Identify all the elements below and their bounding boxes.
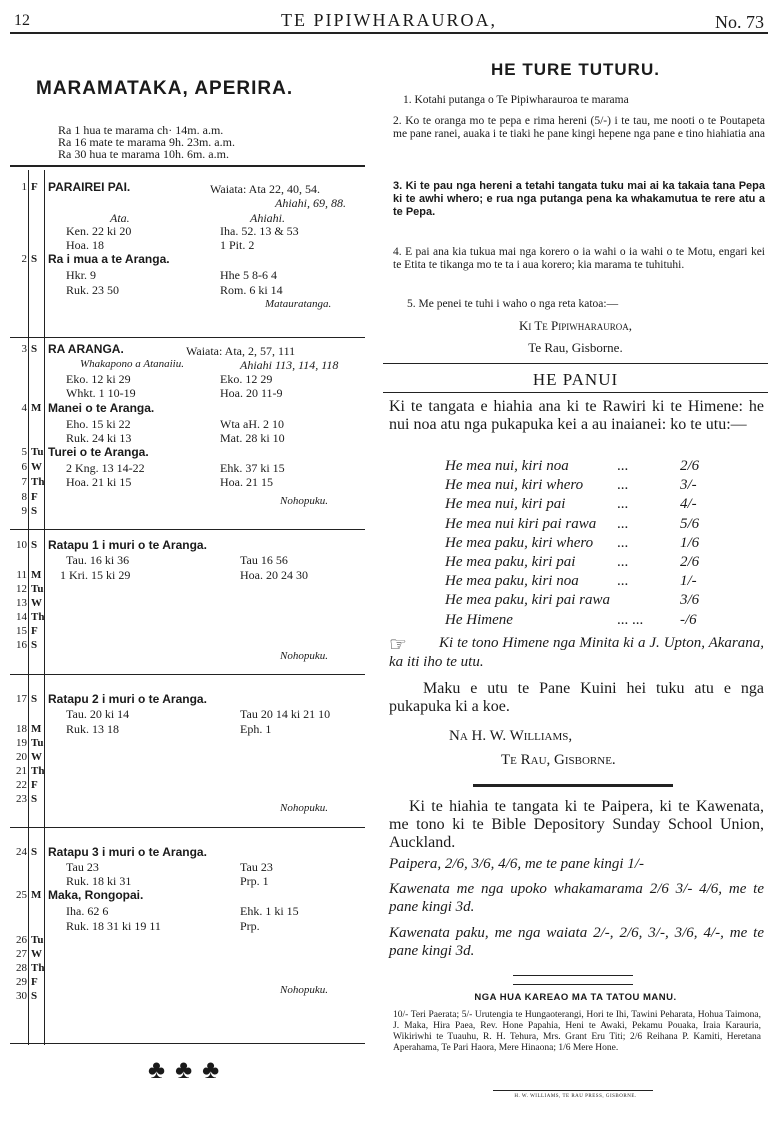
day-number: 23 [16,793,27,805]
weekday: S [31,693,38,705]
reading: Iha. 62 6 [66,904,109,918]
weekday: M [31,723,42,735]
address-line: Te Rau, Gisborne. [528,340,623,355]
day-number: 27 [16,948,27,960]
clover-ornament: ♣♣♣ [148,1055,230,1084]
price-item-price: 2/6 [680,458,700,474]
day-number: 22 [16,779,27,791]
reading: Hoa. 20 24 30 [240,568,308,582]
panui-title: HE PANUI [532,370,619,389]
reading: Tau 16 56 [240,553,288,567]
weekday: Th [31,476,45,488]
price-item-name: He mea paku, kiri pai [445,554,576,570]
price-item [445,592,745,609]
entry-title: Ratapu 2 i muri o te Aranga. [48,692,207,706]
price-item-name: He mea paku, kiri noa [445,573,579,590]
entry-title: Ratapu 3 i muri o te Aranga. [48,845,207,859]
price-item [445,477,745,494]
price-item-name: He mea paku, kiri whero [445,534,594,551]
subtitle: Whakapono a Atanaiiu. [80,358,184,370]
imprint: H. W. WILLIAMS, TE RAU PRESS, GISBORNE. [514,1094,637,1099]
calendar-column [10,40,365,1100]
entry-title: PARAIREI PAI. [48,180,131,194]
day-number: 12 [16,583,27,595]
moon-phase: Ra 1 hua te marama ch· 14m. a.m. [58,123,224,137]
reading: Tau 23 [66,860,99,874]
calendar-title: MARAMATAKA, APERIRA. [36,78,294,99]
price-item-dots: ... [617,458,629,474]
reading: Ruk. 23 50 [66,283,120,297]
price-item-name: He mea paku, kiri pai rawa [445,592,610,609]
rule-1: 1. Kotahi putanga o Te Pipiwharauroa te marama [403,94,629,106]
day-number: 6 [21,461,27,473]
reading: Hoa. 18 [66,238,104,252]
price-item-price: 3/6 [680,592,700,609]
bible-price: Kawenata paku, me nga waiata 2/-, 2/6, 3/-, 3/6, 4/-, me te pane kingi 3d. [389,925,764,959]
weekday: Th [31,962,45,974]
weekday: Th [31,765,45,777]
reading: 1 Pit. 2 [220,238,255,252]
day-number: 7 [21,476,27,488]
price-item [445,573,745,590]
reading: Hhe 5 8-6 4 [220,268,277,282]
day-number: 26 [16,934,27,946]
price-item [445,458,745,475]
day-number: 4 [21,402,27,414]
day-number: 13 [16,597,27,609]
waiata: Waiata: Ata 22, 40, 54. [210,182,321,196]
bible-price: Paipera, 2/6, 3/6, 4/6, me te pane kingi 1/- [389,856,644,872]
reading: Tau. 20 ki 14 [66,707,130,721]
reading: Tau 23 [240,860,273,874]
weekday: F [31,779,38,791]
reading: Ruk. 18 31 ki 19 11 [66,919,161,933]
price-item-price: 3/- [680,477,697,494]
pointing-hand-icon: ☞ [389,634,407,656]
ornament-rule [513,975,633,985]
page-number: 12 [14,12,30,29]
reading: Eko. 12 29 [220,372,273,386]
weekday: Tu [31,934,44,946]
block-divider [10,529,365,530]
reading: Tau. 16 ki 36 [66,553,130,567]
day-number: 18 [16,723,27,735]
section-rule [383,363,768,364]
weekday: W [31,597,42,609]
day-number: 2 [21,253,27,265]
ata-label: Ata. [110,211,130,225]
day-number: 20 [16,751,27,763]
reading: Prp. [240,919,260,933]
price-item [445,554,745,571]
reading: Eph. 1 [240,722,272,736]
price-item-dots: ... [617,515,629,532]
weekday: M [31,889,42,901]
reading: Tau 20 14 ki 21 10 [240,707,331,721]
entry-title: Manei o te Aranga. [48,401,155,415]
day-number: 30 [16,990,27,1002]
price-item-dots: ... [617,573,629,590]
note: Nohopuku. [280,495,328,507]
reading: Ruk. 18 ki 31 [66,874,132,888]
reading: Ruk. 24 ki 13 [66,431,132,445]
weekday: S [31,793,38,805]
moon-phase: Ra 30 hua te marama 10h. 6m. a.m. [58,147,229,161]
weekday: W [31,461,42,473]
reading: Hoa. 21 15 [220,475,273,489]
price-item [445,516,745,533]
reading: Iha. 52. 13 & 53 [220,224,299,238]
price-item-price: 5/6 [680,515,700,532]
reading: Rom. 6 ki 14 [220,283,283,297]
bible-price: Kawenata me nga upoko whakamarama 2/6 3/- 4/6, me te pane kingi 3d. [389,881,764,915]
reading: Ruk. 13 18 [66,722,120,736]
weekday: S [31,253,38,265]
bible-intro: Ki te hiahia te tangata ki te Paipera, ki te Kawenata, me tono ki te Bible Depository Sunday School Union, Auckland. [389,798,764,851]
price-item [445,535,745,552]
note: Nohopuku. [280,984,328,996]
day-number: 16 [16,639,27,651]
notices-column [383,40,768,1100]
day-number: 21 [16,765,27,777]
weekday: F [31,491,38,503]
rules-title: HE TURE TUTURU. [491,60,660,79]
weekday: S [31,846,38,858]
price-item-name: He mea nui, kiri pai [445,496,566,513]
reading: Ehk. 1 ki 15 [240,904,299,918]
weekday: W [31,948,42,960]
price-item-price: -/6 [680,611,697,628]
day-number: 1 [21,181,27,193]
rule-4: 4. E pai ana kia tukua mai nga korero o ia wahi o ia wahi o te Motu, engari kei te Etita te tikanga mo te ta i aua korero; kia marama te tuhituhi. [393,246,765,271]
day-number: 15 [16,625,27,637]
price-item-name: He mea nui, kiri noa [445,458,569,474]
day-number: 19 [16,737,27,749]
reading: Mat. 28 ki 10 [220,431,285,445]
day-number: 5 [21,446,27,458]
weekday: F [31,181,38,193]
day-number: 25 [16,889,27,901]
reading: Whkt. 1 10-19 [66,386,136,400]
price-item-dots: ... [617,554,629,570]
section-rule [383,392,768,393]
day-number: 11 [16,569,27,581]
day-number: 28 [16,962,27,974]
panui-maku: Maku e utu te Pane Kuini hei tuku atu e nga pukapuka ki a koe. [389,680,764,715]
entry-title: Ratapu 1 i muri o te Aranga. [48,538,207,552]
weekday: S [31,639,38,651]
reading: Ken. 22 ki 20 [66,224,132,238]
address-line: Ki Te Pipiwharauroa, [518,318,633,333]
day-number: 10 [16,539,27,551]
rule-3: 3. Ki te pau nga hereni a tetahi tangata tuku mai ai ka takaia tana Pepa ki te awhi whero; e rua nga putanga pena ka whakamutua te rere atu a te Pepa. [393,180,765,218]
day-number: 24 [16,846,27,858]
reading: Hoa. 21 ki 15 [66,475,132,489]
price-item-price: 4/- [680,496,697,513]
signature-name: Na H. W. Williams, [449,728,573,744]
ahiahi: Ahiahi 113, 114, 118 [240,358,339,372]
weekday: S [31,539,38,551]
weekday: Tu [31,446,44,458]
page-header [10,10,768,34]
entry-title: Maka, Rongopai. [48,888,144,902]
rule-2: 2. Ko te oranga mo te pepa e rima hereni (5/-) i te tau, me nooti o te Poutapeta me pane ranei, auaka i te tiaki he pane kingi hepene nga pane e tino hiahiatia ana [393,115,765,140]
issue-number: No. 73 [715,12,764,32]
calendar-top-rule [10,165,365,167]
koha-list: 10/- Teri Paerata; 5/- Urutengia te Hungaoterangi, Hori te Ihi, Tawini Peharata, Hohua Taimona, J. Maka, Hira Paea, Rev. Hone Papahia, Heni te Awaki, Pekamu Pouaka, Iraia Karauria, Wikiriwhi te Tuauhu, R. H. Tehura, Mrs. Grant Eru Titi; 2/6 Reihana P. Kamiti, Heretana Aperahama, Te Pari Haora, Mere Hinaona; 1/6 Mere Hone. [393,1010,761,1053]
price-item-name: He mea nui kiri pai rawa [445,515,597,532]
price-item-name: He Himene [445,611,513,628]
panui-note: Ki te tono Himene nga Minita ki a J. Upton, Akarana, ka iti iho te utu. [389,635,764,670]
price-item-dots: ... [617,496,629,513]
moon-phases [58,124,235,160]
reading: Eko. 12 ki 29 [66,372,131,386]
price-item-dots: ... [617,477,629,494]
block-divider [10,674,365,675]
weekday: F [31,976,38,988]
price-item-price: 2/6 [680,554,700,570]
reading: 2 Kng. 13 14-22 [66,461,145,475]
reading: Ehk. 37 ki 15 [220,461,285,475]
block-divider [10,1043,365,1044]
weekday: Th [31,611,45,623]
block-divider [10,337,365,338]
reading: Wta aH. 2 10 [220,417,284,431]
price-item-name: He mea nui, kiri whero [445,477,584,494]
entry-title: Turei o te Aranga. [48,445,149,459]
reading: Eho. 15 ki 22 [66,417,131,431]
ahiahi-label: Ahiahi. [250,211,285,225]
note: Nohopuku. [280,802,328,814]
day-number: 9 [21,505,27,517]
section-rule [473,784,673,787]
reading: 1 Kri. 15 ki 29 [60,568,131,582]
weekday: Tu [31,737,44,749]
entry-title: RA ARANGA. [48,342,124,356]
reading: Prp. 1 [240,874,269,888]
koha-title: NGA HUA KAREAO MA TA TATOU MANU. [474,992,677,1003]
waiata: Waiata: Ata, 2, 57, 111 [186,344,296,358]
day-number: 29 [16,976,27,988]
reading: Hkr. 9 [66,268,96,282]
day-number: 17 [16,693,27,705]
note: Matauratanga. [265,298,332,310]
weekday: S [31,343,38,355]
weekday: M [31,402,42,414]
entry-title: Ra i mua a te Aranga. [48,252,170,266]
day-number: 3 [21,343,27,355]
price-item [445,612,745,629]
weekday: M [31,569,42,581]
panui-intro: Ki te tangata e hiahia ana ki te Rawiri ki te Himene: he nui noa atu nga pukapuka kei a au inaianei: ko te utu:— [389,398,764,433]
signature-place: Te Rau, Gisborne. [501,752,616,768]
price-item-price: 1/6 [680,534,700,551]
weekday: S [31,990,38,1002]
block-divider [10,827,365,828]
imprint-rule [493,1090,653,1091]
newspaper-title: TE PIPIWHARAUROA, [281,10,497,30]
weekday: S [31,505,38,517]
ahiahi: Ahiahi, 69, 88. [275,196,346,210]
price-item-dots: ... [617,534,629,551]
price-item-dots: ... ... [617,611,644,628]
weekday: Tu [31,583,44,595]
price-item-price: 1/- [680,573,697,590]
price-item [445,496,745,513]
moon-phase: Ra 16 mate te marama 9h. 23m. a.m. [58,135,235,149]
note: Nohopuku. [280,650,328,662]
rule-5: 5. Me penei te tuhi i waho o nga reta katoa:— [407,298,619,310]
weekday: F [31,625,38,637]
weekday: W [31,751,42,763]
day-number: 8 [21,491,27,503]
day-number: 14 [16,611,27,623]
reading: Hoa. 20 11-9 [220,386,283,400]
